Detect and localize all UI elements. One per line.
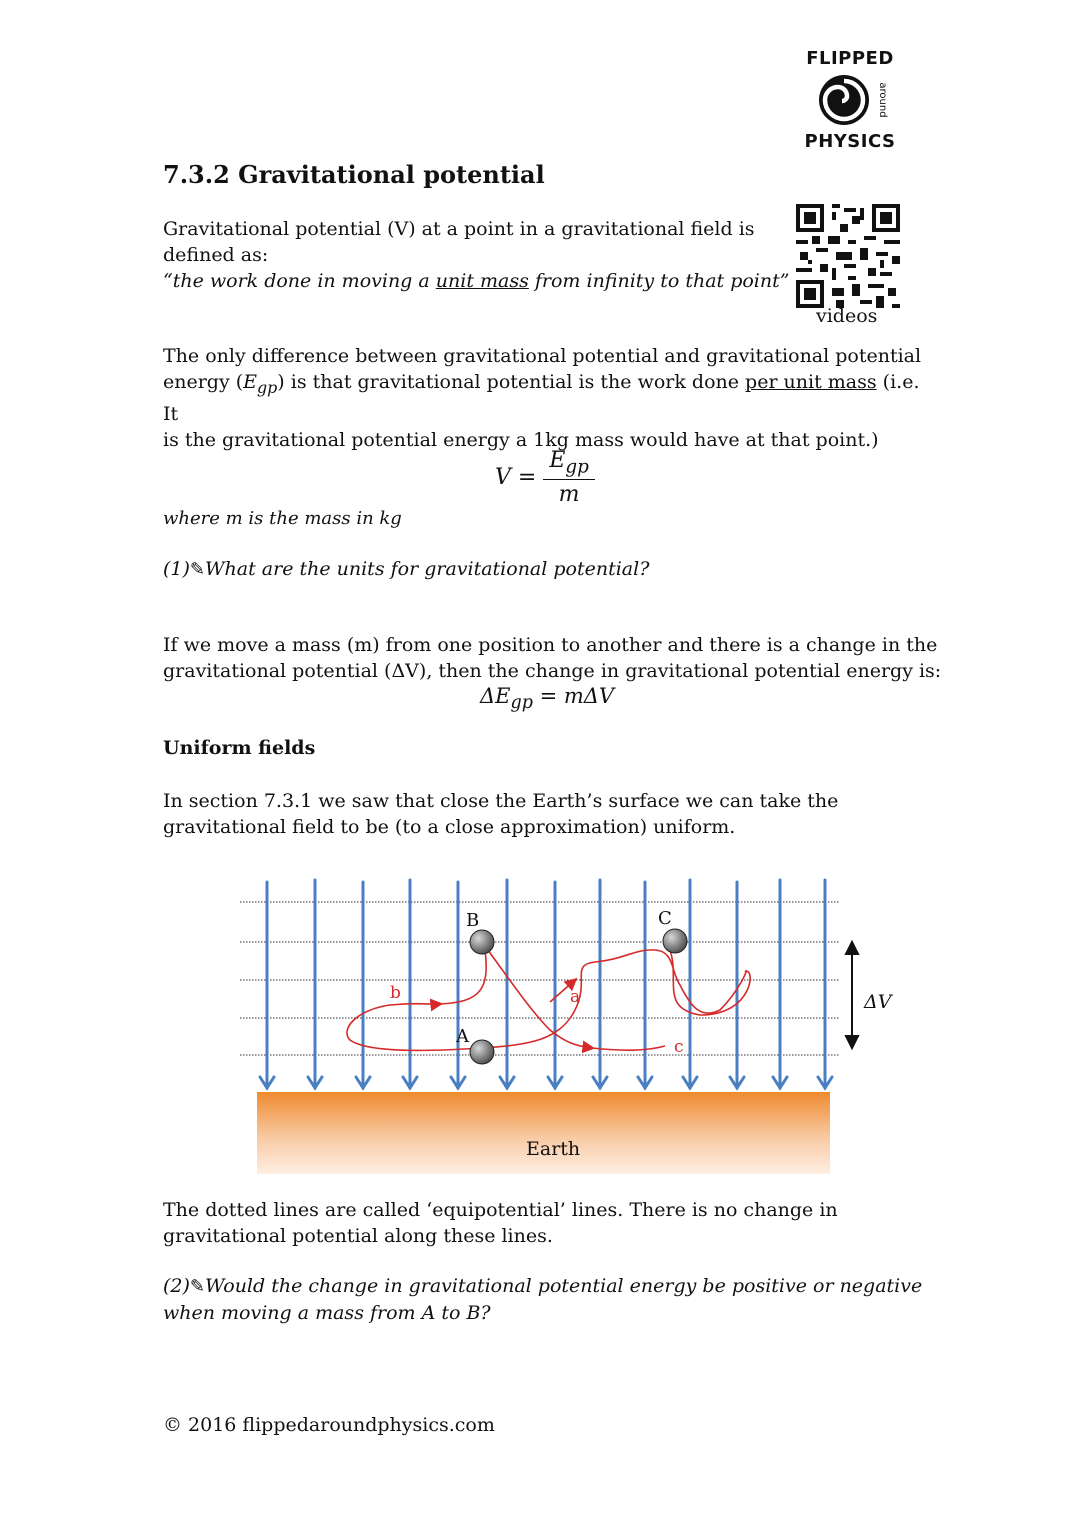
uniform-field-diagram	[230, 870, 910, 1180]
difference-paragraph	[163, 343, 923, 453]
field-arrow	[308, 880, 322, 1088]
point-b	[470, 930, 494, 954]
egp-subscript: gp	[257, 377, 278, 397]
equi-line-1: The dotted lines are called ‘equipotential’ lines. There is no change in	[163, 1199, 838, 1221]
path-label-a: a	[570, 987, 581, 1007]
quote-end: from infinity to that point”	[528, 270, 790, 292]
equipotential-paragraph	[163, 1197, 838, 1249]
path-label-c: c	[674, 1037, 684, 1057]
intro-line-1: Gravitational potential (V) at a point in a gravitational field is	[163, 218, 755, 240]
field-arrow	[403, 880, 417, 1088]
diff-mid: ) is that gravitational potential is the work done	[277, 371, 746, 393]
qr-label: videos	[816, 305, 878, 327]
copyright-footer: © 2016 flippedaroundphysics.com	[163, 1414, 495, 1436]
where-note: where m is the mass in kg	[163, 508, 402, 529]
diff-pre: energy (	[163, 371, 244, 393]
difference-line-1: The only difference between gravitational potential and gravitational potential	[163, 345, 922, 367]
question-1-number: (1)	[163, 558, 190, 580]
uniform-line-1: In section 7.3.1 we saw that close the Earth’s surface we can take the	[163, 790, 839, 812]
question-2-text-2: when moving a mass from A to B?	[163, 1302, 491, 1324]
label-c: C	[658, 908, 672, 929]
field-arrow	[730, 882, 744, 1088]
move-line-2: gravitational potential (ΔV), then the change in gravitational potential energy is:	[163, 660, 942, 682]
path-a-c-loop	[482, 939, 750, 1048]
potential-formula	[495, 448, 595, 507]
pencil-icon: ✎	[189, 559, 206, 580]
field-arrow	[451, 882, 465, 1088]
uniform-fields-heading: Uniform fields	[163, 737, 316, 759]
field-lines	[260, 880, 832, 1088]
pencil-icon: ✎	[189, 1276, 206, 1297]
diff-post: (i.e. It	[163, 371, 920, 425]
diff-underlined: per unit mass	[745, 371, 877, 393]
field-arrow	[260, 882, 274, 1088]
logo-side-text: around	[877, 82, 888, 118]
earth-label: Earth	[526, 1138, 581, 1160]
equi-line-2: gravitational potential along these lines.	[163, 1225, 553, 1247]
egp-symbol: E	[243, 371, 258, 393]
move-paragraph	[163, 632, 941, 684]
quote-start: “the work done in moving a	[163, 270, 436, 292]
field-arrow	[593, 880, 607, 1088]
field-arrow	[356, 882, 370, 1088]
logo-top-text: FLIPPED	[806, 48, 894, 69]
qr-code-icon[interactable]	[796, 204, 900, 308]
label-a: A	[456, 1026, 469, 1047]
formula-fraction	[543, 448, 595, 507]
uniform-paragraph	[163, 788, 838, 840]
formula2-lhs: ΔE	[480, 684, 511, 708]
path-c	[592, 1046, 665, 1050]
point-c	[663, 929, 687, 953]
quote-underlined: unit mass	[435, 270, 529, 292]
flipped-around-physics-logo	[800, 48, 900, 152]
field-arrow	[683, 880, 697, 1088]
formula-lhs: V =	[495, 465, 537, 491]
earth-surface	[257, 1092, 830, 1174]
definition-quote	[163, 268, 789, 294]
section-title: 7.3.2 Gravitational potential	[163, 160, 545, 189]
delta-v-label: ΔV	[864, 991, 892, 1013]
move-line-1: If we move a mass (m) from one position to another and there is a change in the	[163, 634, 938, 656]
field-arrow	[638, 882, 652, 1088]
question-2	[163, 1273, 922, 1326]
question-2-number: (2)	[163, 1275, 190, 1297]
question-2-line-1	[163, 1273, 922, 1300]
numerator-symbol: E	[549, 448, 566, 473]
formula-numerator	[543, 448, 595, 480]
field-arrow	[548, 882, 562, 1088]
intro-line-2: defined as:	[163, 244, 269, 266]
logo-bottom-text: PHYSICS	[804, 131, 896, 152]
field-arrow	[773, 880, 787, 1088]
delta-v-arrow	[846, 942, 858, 1048]
formula2-sub: gp	[510, 693, 533, 714]
energy-change-formula	[480, 684, 614, 713]
uniform-line-2: gravitational field to be (to a close approximation) uniform.	[163, 816, 736, 838]
formula2-rhs: = mΔV	[532, 684, 615, 708]
field-arrow	[818, 880, 832, 1088]
intro-paragraph	[163, 216, 789, 294]
swirl-logo-icon	[810, 71, 890, 129]
difference-line-2	[163, 369, 923, 427]
formula-denominator: m	[558, 482, 580, 508]
question-2-text-1: Would the change in gravitational potential energy be positive or negative	[205, 1275, 923, 1297]
question-1	[163, 556, 649, 583]
path-label-b: b	[390, 983, 401, 1003]
label-b: B	[466, 910, 480, 931]
question-1-text: What are the units for gravitational potential?	[205, 558, 650, 580]
point-a	[470, 1040, 494, 1064]
numerator-subscript: gp	[565, 456, 589, 478]
difference-line-3: is the gravitational potential energy a 1kg mass would have at that point.)	[163, 428, 879, 451]
